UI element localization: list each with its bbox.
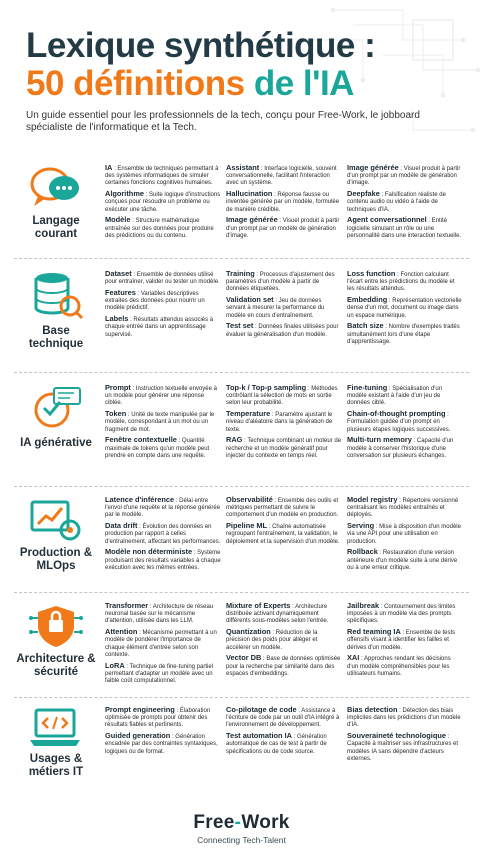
definition-item bbox=[347, 548, 463, 572]
definition-item bbox=[105, 602, 221, 626]
definition-text: : Instruction textuelle envoyée à un modèle pour générer une réponse ciblée. bbox=[105, 386, 217, 407]
definition-text: : Méthodes contrôlant la sélection de mots en sortie selon leur probabilité. bbox=[226, 386, 338, 407]
free-work-logo bbox=[0, 812, 483, 845]
definition-term: Prompt bbox=[105, 383, 131, 392]
definition-text: : Architecture de réseau neuronal basée sur le mécanisme d'attention, utilisée dans les LLM. bbox=[105, 604, 214, 625]
definition-text: : Détection des biais implicites dans les prédictions d'un modèle d'IA. bbox=[347, 708, 461, 729]
definition-text: : Représentation vectorielle dense d'un mot, document ou image dans un espace numérique. bbox=[347, 298, 462, 319]
database-icon bbox=[28, 270, 84, 322]
definition-term: Embedding bbox=[347, 295, 388, 305]
definition-text: : Base de données optimisée pour la recherche par similarité dans des espaces d'embeddings. bbox=[226, 656, 341, 677]
definitions-column-1 bbox=[105, 164, 221, 243]
definitions-column-3 bbox=[347, 706, 463, 766]
definition-term: XAI bbox=[347, 653, 360, 663]
definitions-column-3 bbox=[347, 270, 463, 349]
definition-text: : Formulation guidée d'un prompt en plusieurs étapes logiques successives. bbox=[347, 412, 451, 433]
definition-item bbox=[347, 190, 463, 214]
definition-text: : Données finales utilisées pour évaluer la généralisation d'un modèle. bbox=[226, 324, 339, 338]
definition-text: : Capacité à maîtriser ses infrastructures et modèles IA sans dépendre d'acteurs externes. bbox=[347, 734, 459, 762]
definition-item bbox=[226, 522, 342, 546]
definition-item bbox=[347, 296, 463, 320]
definition-term: Mixture of Experts bbox=[226, 601, 291, 610]
definitions-column-2 bbox=[226, 164, 342, 243]
definition-term: LoRA bbox=[105, 660, 125, 670]
page-title: Lexique synthétique : bbox=[26, 26, 376, 65]
definition-item bbox=[347, 654, 463, 678]
definition-item bbox=[105, 628, 221, 659]
definition-text: : Visuel produit à partir d'un prompt par un modèle de génération d'image. bbox=[226, 218, 340, 239]
definition-text: : Paramètre ajustant le niveau d'aléatoire dans la génération de texte. bbox=[226, 412, 333, 433]
intro-text: Un guide essentiel pour les professionnels de la tech, conçu pour Free-Work, le jobboard spécialiste de l'informatique et la Tech. bbox=[26, 110, 420, 133]
definition-text: : Technique de fine-tuning partiel permettant d'adapter un modèle avec un faible coût computationnel. bbox=[105, 663, 214, 685]
definition-text: : Quantité maximale de tokens qu'un modèle peut prendre en compte dans une requête. bbox=[105, 438, 210, 459]
definition-text: : Réduction de la précision des poids pour alléger et accélérer un modèle. bbox=[226, 630, 318, 651]
definition-text: : Génération automatique de cas de test à partir de spécifications ou de code source. bbox=[226, 734, 327, 755]
definitions-column-2 bbox=[226, 706, 342, 758]
definition-term: Serving bbox=[347, 521, 375, 531]
definition-term: Loss function bbox=[347, 269, 396, 278]
definition-term: Co-pilotage de code bbox=[226, 705, 297, 714]
category-label: Base technique bbox=[28, 325, 84, 350]
definition-item bbox=[347, 602, 463, 626]
definition-term: Vector DB bbox=[226, 653, 262, 663]
definition-term: Training bbox=[226, 269, 255, 278]
definition-text: : Jeu de données servant à mesurer la performance du modèle en cours d'entraînement. bbox=[226, 298, 325, 319]
definition-item bbox=[226, 322, 342, 338]
definition-item bbox=[226, 628, 342, 652]
definition-text: : Approches rendant les décisions d'un modèle compréhensibles pour les utilisateurs humains. bbox=[347, 656, 451, 677]
definition-term: Guided generation bbox=[105, 731, 171, 741]
definition-item bbox=[105, 216, 221, 240]
definition-item bbox=[347, 706, 463, 730]
definition-text: : Réponse fausse ou inventée générée par un modèle, formulée de manière crédible. bbox=[226, 192, 340, 213]
definition-text: : Mécanisme permettant à un modèle de pondérer l'importance de chaque élément d'entrée selon son contexte. bbox=[105, 630, 217, 658]
brand-part-1: Free bbox=[193, 812, 235, 833]
definitions-column-3 bbox=[347, 384, 463, 463]
definition-text: : Élaboration optimisée de prompts pour obtenir des résultats fiables et pertinents. bbox=[105, 708, 211, 729]
definitions-column-3 bbox=[347, 602, 463, 681]
definition-term: Data drift bbox=[105, 521, 138, 531]
section-divider bbox=[14, 592, 469, 593]
category-label: Usages & métiers IT bbox=[28, 753, 84, 778]
definition-item bbox=[347, 322, 463, 346]
definition-term: Labels bbox=[105, 314, 129, 324]
section-divider bbox=[14, 258, 469, 259]
definition-term: Fine-tuning bbox=[347, 383, 388, 392]
definition-term: Agent conversationnel bbox=[347, 215, 427, 225]
definition-term: Bias detection bbox=[347, 705, 398, 714]
definition-text: : Restauration d'une version antérieure d'un modèle suite à une dérive ou à une erreur critique. bbox=[347, 550, 458, 571]
definition-text: : Technique combinant un moteur de recherche et un modèle génératif pour injecter du contexte en temps réel. bbox=[226, 438, 342, 459]
shield-chip-icon bbox=[28, 602, 84, 650]
definitions-column-1 bbox=[105, 496, 221, 575]
definition-item bbox=[347, 164, 463, 188]
category-base-technique bbox=[14, 270, 98, 351]
definition-text: : Nombre d'exemples traités simultanément lors d'une étape d'apprentissage. bbox=[347, 324, 460, 345]
definition-item bbox=[105, 436, 221, 460]
definition-term: Hallucination bbox=[226, 189, 273, 199]
definition-term: Prompt engineering bbox=[105, 705, 175, 714]
definition-text: : Chaîne automatisée regroupant l'entraînement, la validation, le déploiement et la supervision d'un modèle. bbox=[226, 524, 340, 545]
definition-item bbox=[105, 410, 221, 434]
definition-item bbox=[105, 496, 221, 520]
definition-item bbox=[347, 732, 463, 763]
definitions-column-1 bbox=[105, 270, 221, 341]
definition-text: : Génération encadrée par des contraintes syntaxiques, logiques ou de format. bbox=[105, 734, 218, 755]
definitions-column-1 bbox=[105, 706, 221, 758]
definition-item bbox=[347, 496, 463, 520]
definitions-column-1 bbox=[105, 384, 221, 463]
definition-term: Algorithme bbox=[105, 189, 145, 199]
definition-text: : Fonction calculant l'écart entre les prédictions du modèle et les résultats attendus. bbox=[347, 272, 455, 293]
brand-dash: - bbox=[234, 812, 242, 833]
definitions-column-1 bbox=[105, 602, 221, 688]
definition-item bbox=[105, 315, 221, 339]
definition-text: : Contournement des limites imposées à un modèle via des prompts spécifiques. bbox=[347, 604, 456, 625]
definition-item bbox=[347, 270, 463, 294]
definition-item bbox=[226, 410, 342, 434]
definition-term: Latence d'inférence bbox=[105, 495, 175, 504]
definition-text: : Mise à disposition d'un modèle via une API pour une utilisation en production. bbox=[347, 524, 461, 545]
definition-item bbox=[347, 522, 463, 546]
prompt-window-icon bbox=[28, 384, 84, 434]
definition-item bbox=[105, 706, 221, 730]
definition-term: Dataset bbox=[105, 269, 132, 278]
definition-item bbox=[226, 706, 342, 730]
brand-tagline: Connecting Tech-Talent bbox=[197, 835, 286, 845]
definition-text: : Architecture distribuée activant dynamiquement différents sous-modèles selon l'entrée. bbox=[226, 604, 329, 625]
definition-text: : Système produisant des résultats variables à chaque exécution avec les mêmes entrées. bbox=[105, 550, 221, 571]
definition-item bbox=[105, 522, 221, 546]
definition-item bbox=[226, 654, 342, 678]
definition-text: : Ensemble de techniques permettant à des systèmes informatiques de simuler certaines fonctions cognitives humaines. bbox=[105, 166, 219, 187]
definition-text: : Délai entre l'envoi d'une requête et la réponse générée par le modèle. bbox=[105, 498, 221, 519]
definition-term: Souveraineté technologique bbox=[347, 731, 446, 741]
section-divider bbox=[14, 697, 469, 698]
category-ia-generative bbox=[14, 384, 98, 450]
brand-part-2: Work bbox=[241, 812, 290, 833]
definitions-column-3 bbox=[347, 164, 463, 243]
definition-text: : Évolution des données en production par rapport à celles d'entraînement, affectant les performances. bbox=[105, 524, 221, 545]
definition-term: Test set bbox=[226, 321, 254, 331]
definition-term: IA bbox=[105, 163, 113, 172]
definition-term: Model registry bbox=[347, 495, 398, 504]
definition-item bbox=[105, 164, 221, 188]
definition-term: Temperature bbox=[226, 409, 271, 419]
laptop-code-icon bbox=[28, 706, 84, 750]
definition-text: : Résultats attendus associés à chaque entrée dans un apprentissage supervisé. bbox=[105, 317, 214, 338]
definition-text: : Processus d'ajustement des paramètres d'un modèle à partir de données étiquetées. bbox=[226, 272, 335, 293]
definition-item bbox=[226, 270, 342, 294]
definition-term: Jailbreak bbox=[347, 601, 380, 610]
definition-item bbox=[105, 548, 221, 572]
definition-term: Red teaming IA bbox=[347, 627, 401, 637]
definitions-column-3 bbox=[347, 496, 463, 575]
subtitle-orange: 50 définitions bbox=[26, 64, 245, 103]
category-label: Production & MLOps bbox=[19, 547, 93, 572]
section-divider bbox=[14, 372, 469, 373]
definition-term: Rollback bbox=[347, 547, 378, 557]
production-chart-icon bbox=[28, 496, 84, 544]
definition-item bbox=[226, 732, 342, 756]
category-usages-metiers bbox=[14, 706, 98, 779]
definition-text: : Spécialisation d'un modèle existant à l'aide d'un jeu de données ciblé. bbox=[347, 386, 443, 407]
definition-term: Token bbox=[105, 409, 127, 419]
speech-bubbles-icon bbox=[28, 164, 84, 212]
definition-text: : Ensemble de tests offensifs visant à identifier les failles et dérives d'un modèle. bbox=[347, 630, 456, 651]
definition-item bbox=[226, 384, 342, 408]
section-divider bbox=[14, 486, 469, 487]
definition-term: Image générée bbox=[226, 215, 278, 225]
definition-term: Validation set bbox=[226, 295, 274, 305]
definition-text: : Répertoire versionné centralisant les modèles entraînés et déployés. bbox=[347, 498, 459, 519]
definitions-column-2 bbox=[226, 270, 342, 341]
definition-term: Multi-turn memory bbox=[347, 435, 412, 445]
brand-name bbox=[0, 812, 483, 834]
definition-item bbox=[105, 190, 221, 214]
definition-item bbox=[105, 384, 221, 408]
definition-term: Test automation IA bbox=[226, 731, 292, 741]
definition-item bbox=[226, 602, 342, 626]
category-label: IA générative bbox=[20, 437, 92, 449]
definition-term: Features bbox=[105, 288, 136, 297]
definition-term: Modèle bbox=[105, 215, 131, 225]
definition-text: : Falsification réaliste de contenu audio ou vidéo à l'aide de techniques d'IA. bbox=[347, 192, 446, 213]
definition-text: : Unité de texte manipulée par le modèle, correspondant à un mot ou un fragment de mot. bbox=[105, 412, 215, 433]
definition-item bbox=[226, 296, 342, 320]
definition-item bbox=[347, 628, 463, 652]
category-label: Architecture & sécurité bbox=[16, 653, 96, 678]
definition-term: Deepfake bbox=[347, 189, 380, 199]
definition-term: Transformer bbox=[105, 601, 149, 610]
definition-term: Observabilité bbox=[226, 495, 273, 504]
definition-text: : Assistance à l'écriture de code par un outil d'IA intégré à l'environnement de développement. bbox=[226, 708, 340, 729]
definitions-column-2 bbox=[226, 384, 342, 463]
definition-item bbox=[105, 662, 221, 686]
definition-item bbox=[347, 410, 463, 434]
definition-term: Modèle non déterministe bbox=[105, 547, 193, 557]
definition-term: Pipeline ML bbox=[226, 521, 268, 531]
category-langage-courant bbox=[14, 164, 98, 241]
category-label: Langage courant bbox=[32, 215, 80, 240]
definition-item bbox=[226, 190, 342, 214]
definitions-column-2 bbox=[226, 602, 342, 681]
category-production-mlops bbox=[14, 496, 98, 573]
definition-text: : Interface logicielle, souvent conversationnelle, facilitant l'interaction avec un système. bbox=[226, 166, 337, 187]
definition-text: : Variables descriptives extraites des données pour nourrir un modèle prédictif. bbox=[105, 291, 205, 312]
page-subtitle bbox=[26, 66, 354, 101]
definition-term: Quantization bbox=[226, 627, 271, 637]
definition-text: : Structure mathématique entraînée sur des données pour produire des prédictions ou du contenu. bbox=[105, 218, 214, 239]
definition-term: Chain-of-thought prompting bbox=[347, 409, 446, 419]
definition-text: : Ensemble de données utilisé pour entraîner, valider ou tester un modèle. bbox=[105, 272, 220, 286]
definition-item bbox=[105, 732, 221, 756]
definition-text: : Suite logique d'instructions conçues pour résoudre un problème ou exécuter une tâche. bbox=[105, 192, 221, 213]
definitions-column-2 bbox=[226, 496, 342, 548]
definition-text: : Capacité d'un modèle à conserver l'historique d'une conversation sur plusieurs échanges. bbox=[347, 438, 454, 459]
definition-item bbox=[226, 216, 342, 240]
definition-text: : Visuel produit à partir d'un prompt par un modèle de génération d'image. bbox=[347, 166, 461, 187]
definition-text: : Entité logicielle simulant un rôle ou une personnalité dans une interaction textuelle. bbox=[347, 218, 462, 239]
category-architecture-securite bbox=[14, 602, 98, 679]
definition-term: Top-k / Top-p sampling bbox=[226, 383, 307, 392]
definition-term: Fenêtre contextuelle bbox=[105, 435, 177, 445]
definition-text: : Ensemble des outils et métriques permettant de suivre le comportement d'un modèle en production. bbox=[226, 498, 339, 519]
definition-term: RAG bbox=[226, 435, 243, 445]
definition-item bbox=[226, 164, 342, 188]
definition-item bbox=[226, 436, 342, 460]
definition-term: Image générée bbox=[347, 163, 399, 172]
definition-term: Batch size bbox=[347, 321, 384, 331]
definition-item bbox=[347, 216, 463, 240]
definition-term: Assistant bbox=[226, 163, 260, 172]
definition-item bbox=[105, 270, 221, 286]
definition-term: Attention bbox=[105, 627, 138, 637]
definition-item bbox=[105, 289, 221, 313]
subtitle-teal: de l'IA bbox=[253, 64, 354, 103]
definition-item bbox=[347, 384, 463, 408]
definition-item bbox=[226, 496, 342, 520]
definition-item bbox=[347, 436, 463, 460]
